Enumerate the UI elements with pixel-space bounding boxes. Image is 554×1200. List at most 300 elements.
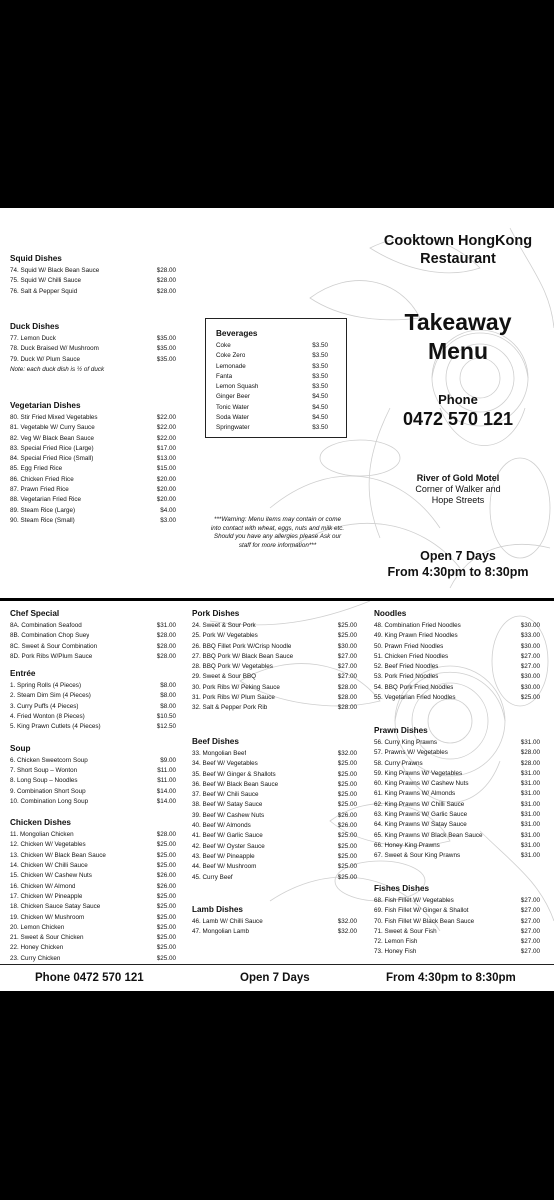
allergy-warning: ***Warning: Menu items may contain or come into contact with wheat, eggs, nuts and milk etc. Should you have any allergies please Ask our staff for more information*** — [210, 516, 345, 549]
menu-item-name: 2. Steam Dim Sim (4 Pieces) — [10, 692, 91, 700]
menu-item-name: 20. Lemon Chicken — [10, 923, 65, 931]
menu-list-beef — [192, 749, 357, 883]
menu-item-price: $12.50 — [156, 723, 176, 731]
menu-item-name: 64. King Prawns W/ Satay Sauce — [374, 821, 467, 829]
menu-item-price: $25.00 — [337, 770, 357, 778]
menu-item-price: $27.00 — [520, 938, 540, 946]
menu-item — [216, 403, 328, 413]
menu-item-name: 41. Beef W/ Garlic Sauce — [192, 832, 263, 840]
menu-item — [374, 683, 540, 693]
menu-item-name: 52. Beef Fried Noodles — [374, 663, 439, 671]
menu-item-name: 55. Vegetarian Fried Noodles — [374, 694, 456, 702]
menu-item-price: $22.00 — [156, 414, 176, 421]
menu-item-price: $28.00 — [337, 683, 357, 691]
menu-list-chef-special — [10, 621, 176, 662]
menu-item-price: $25.00 — [337, 852, 357, 860]
menu-item — [10, 892, 176, 902]
menu-item-price: $31.00 — [520, 852, 540, 860]
menu-item-name: Coke — [216, 342, 231, 349]
menu-item-name: 45. Curry Beef — [192, 873, 233, 881]
menu-list-soup — [10, 756, 176, 807]
menu-item-name: 13. Chicken W/ Black Bean Sauce — [10, 851, 106, 859]
menu-item — [10, 642, 176, 652]
menu-item-price: $3.50 — [312, 372, 328, 380]
menu-item-price: $27.00 — [520, 948, 540, 956]
menu-item-price: $14.00 — [156, 797, 176, 805]
menu-item-price: $32.00 — [337, 918, 357, 925]
menu-item — [10, 413, 176, 423]
menu-item — [10, 464, 176, 474]
menu-item-name: 72. Lemon Fish — [374, 938, 418, 946]
menu-item-price: $25.00 — [156, 913, 176, 921]
menu-item-price: $25.00 — [156, 892, 176, 900]
menu-item-price: $10.50 — [156, 713, 176, 721]
menu-item-name: 67. Sweet & Sour King Prawns — [374, 852, 461, 860]
menu-item-name: 7. Short Soup – Wonton — [10, 766, 78, 774]
menu-item-price: $25.00 — [156, 934, 176, 942]
menu-item-price: $11.00 — [157, 766, 176, 774]
menu-item — [374, 937, 540, 947]
menu-item — [374, 642, 540, 652]
menu-item-name: 36. Beef W/ Black Bean Sauce — [192, 780, 279, 788]
menu-item-price: $3.50 — [312, 352, 328, 360]
prawn-column — [374, 725, 540, 862]
menu-item-name: 88. Vegetarian Fried Rice — [10, 496, 82, 504]
section-heading-squid: Squid Dishes — [10, 254, 62, 263]
footer-hours: From 4:30pm to 8:30pm — [386, 972, 516, 984]
menu-item — [10, 434, 176, 444]
menu-item — [10, 840, 176, 850]
menu-item-name: Fanta — [216, 372, 233, 380]
menu-item-name: 71. Sweet & Sour Fish — [374, 927, 437, 935]
menu-item — [10, 621, 176, 631]
menu-item — [374, 693, 540, 703]
menu-item-name: 26. BBQ Fillet Pork W/Crisp Noodle — [192, 642, 292, 650]
menu-item-name: 23. Curry Chicken — [10, 954, 61, 962]
menu-item-name: 58. Curry Prawns — [374, 759, 423, 767]
menu-item — [10, 871, 176, 881]
vegetarian-column — [10, 400, 176, 526]
menu-item-price: $4.00 — [160, 506, 176, 514]
menu-item-price: $4.50 — [312, 403, 328, 411]
menu-item-price: $30.00 — [337, 642, 357, 650]
menu-item — [374, 672, 540, 682]
section-heading-fish: Fishes Dishes — [374, 884, 430, 893]
menu-item-price: $32.00 — [337, 750, 357, 757]
menu-item — [10, 652, 176, 662]
menu-item — [10, 913, 176, 923]
menu-item-price: $26.00 — [337, 822, 357, 830]
menu-item — [10, 722, 176, 732]
menu-item — [10, 454, 176, 464]
menu-item — [216, 413, 328, 423]
menu-item-price: $22.00 — [156, 434, 176, 442]
menu-item — [374, 906, 540, 916]
menu-title — [362, 308, 554, 366]
menu-item-price: $28.00 — [156, 652, 176, 660]
menu-item-name: 11. Mongolian Chicken — [10, 831, 74, 839]
menu-item — [216, 392, 328, 402]
menu-list-lamb — [192, 917, 357, 938]
menu-item-name: 47. Mongolian Lamb — [192, 928, 250, 936]
menu-item — [374, 927, 540, 937]
menu-item-name: 38. Beef W/ Satay Sauce — [192, 801, 263, 809]
menu-item-price: $25.00 — [337, 801, 357, 809]
menu-item-price: $25.00 — [156, 851, 176, 859]
menu-item — [10, 954, 176, 964]
menu-item — [192, 631, 357, 641]
menu-item — [10, 631, 176, 641]
menu-item-price: $31.00 — [520, 739, 540, 746]
menu-item — [10, 861, 176, 871]
menu-item-price: $22.00 — [156, 424, 176, 432]
menu-item-name: 31. Pork Ribs W/ Plum Sauce — [192, 694, 275, 702]
menu-item — [192, 800, 357, 810]
duck-column — [10, 321, 176, 375]
menu-item-price: $25.00 — [156, 954, 176, 962]
menu-item — [216, 372, 328, 382]
menu-item-name: 8D. Pork Ribs W/Plum Sauce — [10, 652, 93, 660]
menu-item-name: 6. Chicken Sweetcorn Soup — [10, 756, 88, 764]
menu-item-name: 34. Beef W/ Vegetables — [192, 760, 258, 768]
menu-item-name: 82. Veg W/ Black Bean Sauce — [10, 434, 95, 442]
menu-item — [192, 821, 357, 831]
menu-item — [10, 423, 176, 433]
menu-item — [10, 766, 176, 776]
restaurant-name — [362, 232, 554, 268]
menu-item-price: $28.00 — [156, 287, 176, 295]
lamb-column — [192, 904, 357, 938]
menu-item — [10, 702, 176, 712]
menu-item-price: $32.00 — [337, 928, 357, 936]
menu-item-name: 35. Beef W/ Ginger & Shallots — [192, 770, 276, 778]
menu-item-name: 86. Chicken Fried Rice — [10, 475, 74, 483]
menu-item — [10, 902, 176, 912]
menu-item-name: 8C. Sweet & Sour Combination — [10, 642, 98, 650]
menu-item — [10, 266, 176, 276]
menu-item-name: 75. Squid W/ Chilli Sauce — [10, 277, 82, 285]
menu-item — [192, 927, 357, 937]
menu-item-price: $27.00 — [520, 917, 540, 925]
menu-item-name: 42. Beef W/ Oyster Sauce — [192, 842, 265, 850]
menu-item-price: $3.50 — [312, 342, 328, 349]
beverages-box — [205, 318, 347, 438]
menu-item — [192, 780, 357, 790]
menu-item-name: 15. Chicken W/ Cashew Nuts — [10, 872, 92, 880]
menu-item-name: 84. Special Fried Rice (Small) — [10, 455, 94, 463]
menu-item-price: $31.00 — [520, 831, 540, 839]
menu-item-name: 78. Duck Braised W/ Mushroom — [10, 345, 99, 353]
menu-item — [10, 516, 176, 526]
menu-item — [10, 287, 176, 297]
menu-item — [216, 351, 328, 361]
menu-item-price: $30.00 — [520, 673, 540, 681]
menu-item-name: Coke Zero — [216, 352, 246, 360]
menu-item-price: $31.00 — [520, 769, 540, 777]
menu-item-name: 40. Beef W/ Almonds — [192, 822, 251, 830]
section-heading-entree: Entrée — [10, 669, 36, 679]
menu-item — [374, 831, 540, 841]
menu-item-price: $25.00 — [337, 632, 357, 640]
menu-item — [374, 800, 540, 810]
menu-item-name: 39. Beef W/ Cashew Nuts — [192, 811, 265, 819]
menu-item-price: $28.00 — [156, 277, 176, 285]
menu-item — [10, 475, 176, 485]
menu-list-chicken — [10, 830, 176, 964]
pork-column — [192, 608, 357, 714]
menu-item — [10, 756, 176, 766]
menu-item-name: 10. Combination Long Soup — [10, 797, 89, 805]
menu-item-price: $27.00 — [337, 673, 357, 681]
menu-item-price: $27.00 — [520, 907, 540, 915]
menu-item-name: 70. Fish Fillet W/ Black Bean Sauce — [374, 917, 475, 925]
menu-item-price: $28.00 — [156, 267, 176, 274]
section-heading-vegetarian: Vegetarian Dishes — [10, 401, 81, 410]
menu-item-price: $27.00 — [337, 663, 357, 671]
menu-item — [10, 344, 176, 354]
footer-bar — [0, 964, 554, 992]
section-heading-noodles: Noodles — [374, 609, 407, 618]
menu-item — [192, 842, 357, 852]
menu-item-name: 73. Honey Fish — [374, 948, 417, 956]
menu-item — [374, 662, 540, 672]
menu-item-price: $25.00 — [337, 622, 357, 629]
menu-item-name: 14. Chicken W/ Chilli Sauce — [10, 862, 88, 870]
chef-column — [10, 608, 176, 964]
footer-phone[interactable]: Phone 0472 570 121 — [35, 972, 144, 984]
menu-item — [192, 652, 357, 662]
menu-item-price: $35.00 — [156, 355, 176, 363]
section-heading-prawn: Prawn Dishes — [374, 726, 428, 735]
menu-item-name: Lemon Squash — [216, 383, 259, 391]
menu-item-name: 74. Squid W/ Black Bean Sauce — [10, 267, 100, 274]
menu-list-fish — [374, 896, 540, 958]
menu-item-price: $25.00 — [337, 863, 357, 871]
menu-item-name: Ginger Beer — [216, 393, 250, 401]
menu-item — [374, 631, 540, 641]
menu-item-price: $9.00 — [160, 756, 176, 764]
menu-item — [192, 770, 357, 780]
menu-item — [374, 841, 540, 851]
menu-item-price: $30.00 — [520, 642, 540, 650]
menu-list-prawn — [374, 738, 540, 862]
menu-item-name: 49. King Prawn Fried Noodles — [374, 632, 458, 640]
menu-item-price: $25.00 — [156, 841, 176, 849]
menu-item-price: $33.00 — [520, 632, 540, 640]
menu-item — [374, 779, 540, 789]
menu-item — [192, 642, 357, 652]
menu-item — [192, 662, 357, 672]
menu-item — [10, 681, 176, 691]
menu-item-price: $31.00 — [520, 790, 540, 798]
menu-item-price: $30.00 — [520, 622, 540, 629]
menu-item-name: 21. Sweet & Sour Chicken — [10, 934, 84, 942]
menu-item-name: 80. Stir Fried Mixed Vegetables — [10, 414, 98, 421]
menu-item-price: $26.00 — [337, 811, 357, 819]
menu-item-price: $35.00 — [156, 335, 176, 342]
menu-item-name: 48. Combination Fried Noodles — [374, 622, 461, 629]
menu-item-price: $14.00 — [156, 787, 176, 795]
open-days: Open 7 Days — [420, 549, 496, 563]
menu-item-name: 4. Fried Wonton (8 Pieces) — [10, 713, 85, 721]
menu-item-price: $3.50 — [312, 383, 328, 391]
menu-item-name: 54. BBQ Pork Fried Noodles — [374, 683, 454, 691]
motel-address-line3: Hope Streets — [431, 495, 485, 505]
menu-item — [192, 749, 357, 759]
menu-list-pork — [192, 621, 357, 714]
menu-item-name: 60. King Prawns W/ Cashew Nuts — [374, 780, 469, 788]
motel-name: River of Gold Motel — [416, 473, 500, 483]
menu-item — [10, 923, 176, 933]
menu-item-price: $25.00 — [156, 903, 176, 911]
menu-item-name: Springwater — [216, 424, 250, 432]
menu-list-beverages — [216, 341, 336, 434]
menu-item-name: 18. Chicken Sauce Satay Sauce — [10, 903, 101, 911]
menu-item-price: $25.00 — [337, 780, 357, 788]
duck-note: Note: each duck dish is ½ of duck — [10, 365, 105, 373]
menu-item-price: $25.00 — [337, 760, 357, 768]
menu-item — [10, 485, 176, 495]
menu-item-name: 57. Prawns W/ Vegetables — [374, 749, 448, 757]
menu-item — [374, 917, 540, 927]
menu-item-name: 28. BBQ Pork W/ Vegetables — [192, 663, 273, 671]
motel-address — [362, 473, 554, 506]
menu-item-name: 77. Lemon Duck — [10, 335, 56, 342]
menu-item — [216, 423, 328, 433]
menu-item — [10, 444, 176, 454]
menu-item — [192, 759, 357, 769]
menu-item — [374, 789, 540, 799]
menu-item-price: $8.00 — [160, 692, 176, 700]
menu-item — [10, 776, 176, 786]
phone-label: Phone — [438, 392, 478, 407]
menu-item — [10, 830, 176, 840]
menu-item-name: 81. Vegetable W/ Curry Sauce — [10, 424, 95, 432]
fish-column — [374, 883, 540, 958]
menu-item — [192, 811, 357, 821]
menu-item-name: 90. Steam Rice (Small) — [10, 516, 75, 524]
beef-column — [192, 736, 357, 883]
menu-item-name: 24. Sweet & Sour Pork — [192, 622, 256, 629]
menu-item — [192, 790, 357, 800]
menu-item-name: 29. Sweet & Sour BBQ — [192, 673, 257, 681]
menu-item-name: Tonic Water — [216, 403, 250, 411]
phone-number[interactable]: 0472 570 121 — [402, 409, 514, 429]
menu-item-price: $20.00 — [156, 486, 176, 494]
restaurant-name-line2: Restaurant — [420, 251, 496, 267]
menu-item — [10, 943, 176, 953]
menu-item-name: 32. Salt & Pepper Pork Rib — [192, 704, 268, 712]
menu-item-name: 43. Beef W/ Pineapple — [192, 852, 255, 860]
menu-title-line2: Menu — [427, 338, 489, 364]
menu-item — [374, 851, 540, 861]
menu-item-price: $17.00 — [156, 444, 176, 452]
menu-item — [10, 276, 176, 286]
menu-item-price: $31.00 — [520, 841, 540, 849]
menu-item-name: 27. BBQ Pork W/ Black Bean Sauce — [192, 652, 294, 660]
menu-item-name: 37. Beef W/ Chili Sauce — [192, 791, 259, 799]
menu-item-price: $25.00 — [337, 873, 357, 881]
menu-item — [374, 738, 540, 748]
section-heading-lamb: Lamb Dishes — [192, 905, 243, 914]
menu-item-name: 16. Chicken W/ Almond — [10, 882, 76, 890]
menu-item — [10, 933, 176, 943]
menu-item-price: $25.00 — [156, 862, 176, 870]
menu-item — [192, 862, 357, 872]
menu-item — [10, 882, 176, 892]
menu-item-name: 56. Curry King Prawns — [374, 739, 437, 746]
menu-item — [10, 797, 176, 807]
menu-item-name: 51. Chicken Fried Noodles — [374, 652, 449, 660]
menu-item — [216, 341, 328, 351]
menu-item-price: $27.00 — [337, 652, 357, 660]
menu-item — [192, 621, 357, 631]
menu-item — [192, 917, 357, 927]
menu-item-name: 22. Honey Chicken — [10, 944, 64, 952]
menu-item — [374, 820, 540, 830]
menu-item-price: $28.00 — [520, 749, 540, 757]
menu-item-name: 1. Spring Rolls (4 Pieces) — [10, 682, 82, 690]
menu-item-price: $28.00 — [337, 694, 357, 702]
left-column-page1 — [10, 253, 176, 297]
section-heading-pork: Pork Dishes — [192, 609, 240, 618]
menu-item-name: 50. Prawn Fried Noodles — [374, 642, 444, 650]
menu-item-name: 12. Chicken W/ Vegetables — [10, 841, 86, 849]
menu-title-line1: Takeaway — [404, 309, 512, 335]
menu-item — [216, 382, 328, 392]
menu-item-name: 9. Combination Short Soup — [10, 787, 86, 795]
menu-item-name: 69. Fish Fillet W/ Ginger & Shallot — [374, 907, 469, 915]
menu-item-price: $30.00 — [520, 683, 540, 691]
menu-item-name: 44. Beef W/ Mushroom — [192, 863, 257, 871]
menu-item-price: $8.00 — [160, 702, 176, 710]
menu-item-name: 87. Prawn Fried Rice — [10, 486, 69, 494]
menu-item-price: $13.00 — [156, 455, 176, 463]
motel-address-line2: Corner of Walker and — [415, 484, 501, 494]
menu-item-name: 79. Duck W/ Plum Sauce — [10, 355, 80, 363]
opening-hours — [362, 548, 554, 580]
menu-item-name: 61. King Prawns W/ Almonds — [374, 790, 456, 798]
menu-item-name: 65. King Prawns W/ Black Bean Sauce — [374, 831, 483, 839]
menu-item-price: $28.00 — [337, 704, 357, 712]
menu-item-price: $26.00 — [156, 872, 176, 880]
menu-item-price: $3.50 — [312, 424, 328, 432]
menu-list-squid — [10, 266, 176, 297]
menu-list-duck — [10, 334, 176, 365]
menu-item — [10, 787, 176, 797]
noodles-column — [374, 608, 540, 703]
menu-item-name: 8. Long Soup – Noodles — [10, 777, 78, 785]
menu-item-name: 66. Honey King Prawns — [374, 841, 440, 849]
menu-item-name: 17. Chicken W/ Pineapple — [10, 892, 83, 900]
footer-open-days: Open 7 Days — [240, 972, 310, 984]
menu-item — [374, 769, 540, 779]
menu-item-price: $25.00 — [337, 832, 357, 840]
menu-item-name: 8B. Combination Chop Suey — [10, 632, 90, 640]
menu-item — [374, 896, 540, 906]
menu-item-price: $31.00 — [520, 780, 540, 788]
menu-item-price: $25.00 — [156, 944, 176, 952]
menu-item — [192, 683, 357, 693]
menu-item-name: 5. King Prawn Cutlets (4 Pieces) — [10, 723, 101, 731]
menu-item-price: $15.00 — [156, 465, 176, 473]
menu-item-price: $3.50 — [312, 362, 328, 370]
section-heading-duck: Duck Dishes — [10, 322, 60, 331]
menu-item-price: $8.00 — [160, 682, 176, 690]
menu-item — [10, 334, 176, 344]
menu-item-price: $26.00 — [156, 882, 176, 890]
menu-list-vegetarian — [10, 413, 176, 526]
